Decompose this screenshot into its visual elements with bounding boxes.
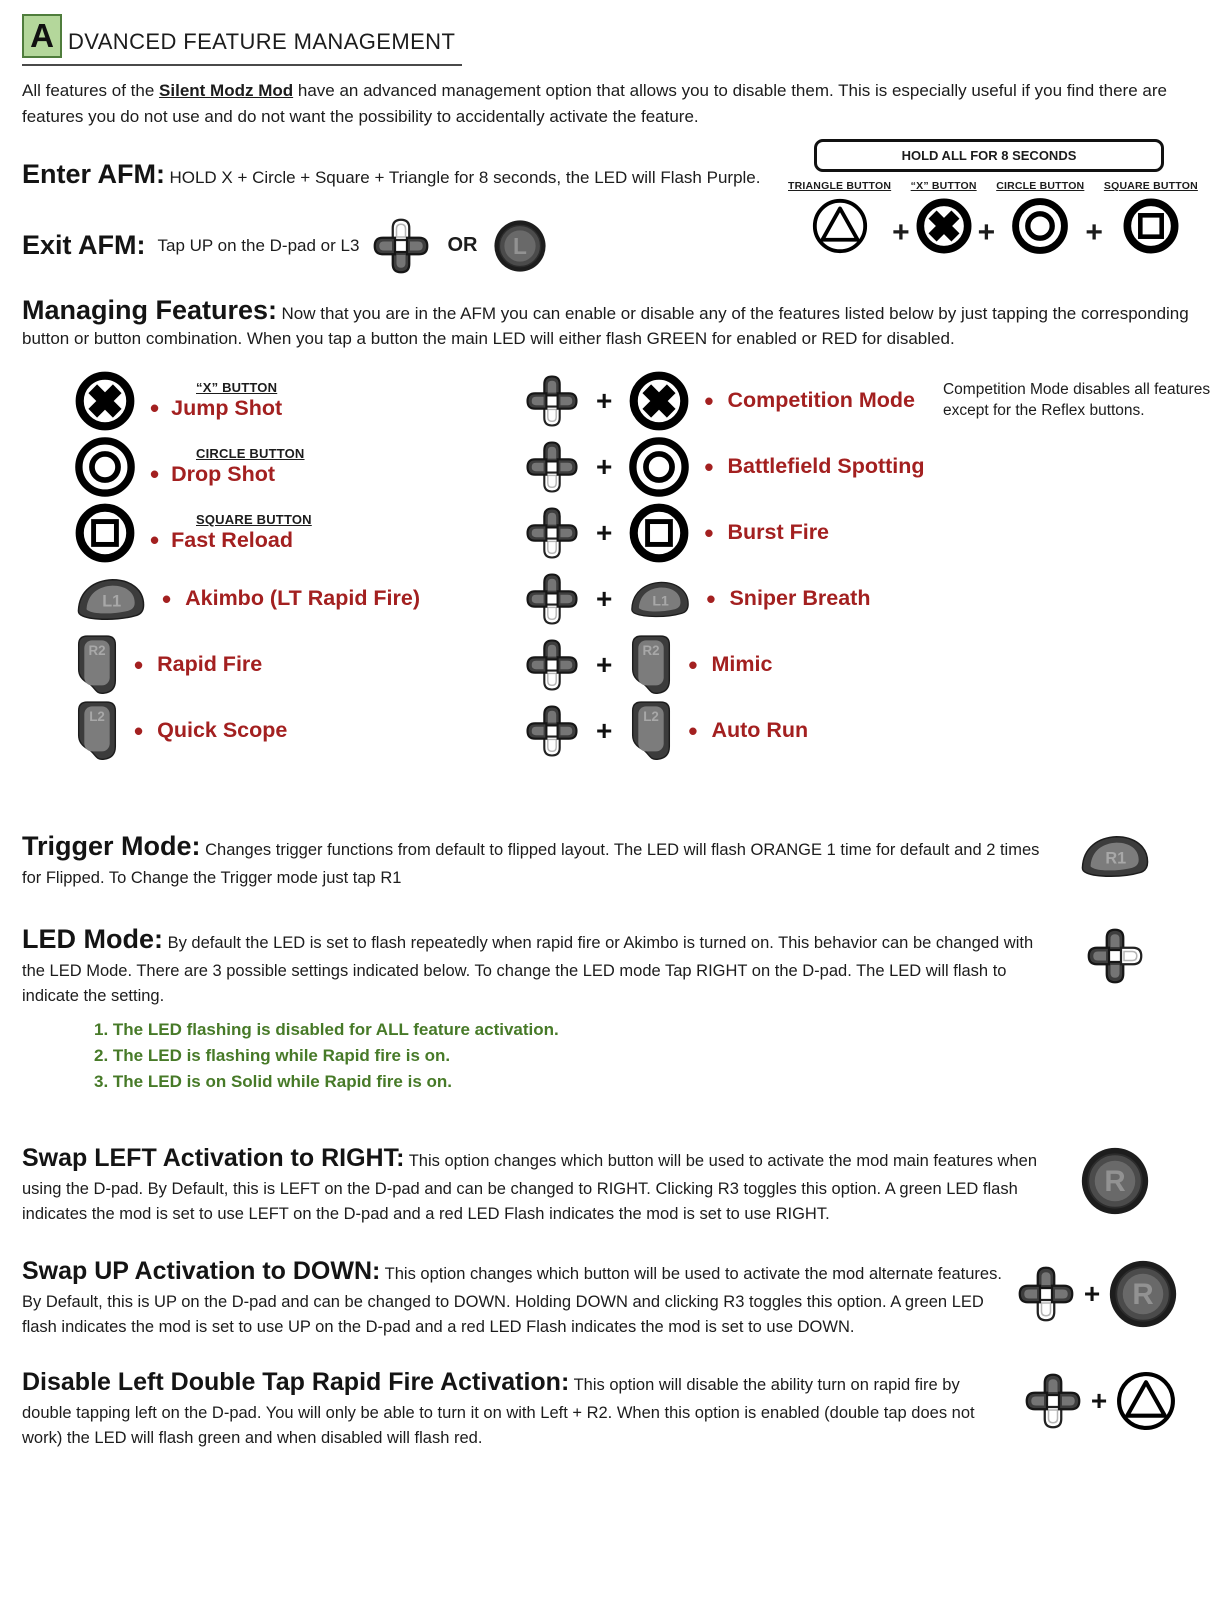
- feature-name: Jump Shot: [171, 395, 283, 420]
- feature-name: Akimbo (LT Rapid Fire): [185, 586, 421, 610]
- enter-afm-line: [22, 159, 788, 191]
- feature-name: Battlefield Spotting: [727, 454, 925, 478]
- l2-trigger-icon: [74, 700, 120, 762]
- afm-section: [22, 139, 1198, 277]
- plus-separator: +: [1085, 216, 1103, 249]
- trigger-mode-text: Changes trigger functions from default to flipped layout. The LED will flash ORANGE 1 time for default and 2 times for Flipped. To Change the Trigger mode just tap R1: [22, 840, 1040, 887]
- led-setting-item: 3. The LED is on Solid while Rapid fire is on.: [94, 1072, 452, 1092]
- hold-combo-panel: [788, 139, 1198, 277]
- triangle-button-icon: [811, 197, 869, 255]
- swap-left-text: This option changes which button will be used to activate the mod main features when using the D-pad. By Default, this is LEFT on the D-pad and can be changed to RIGHT. Clicking R3 toggles this option. A green LED flash indicates the mod is set to use LEFT on the D-pad and a red LED Flash indicates the mod is set to use RIGHT.: [22, 1151, 1037, 1224]
- circle-button-label: CIRCLE BUTTON: [196, 446, 305, 461]
- feature-row-quick-scope: [74, 700, 524, 762]
- x-button-label: “X” BUTTON: [910, 180, 977, 192]
- r3-stick-icon: [1080, 1146, 1150, 1216]
- feature-row-battlefield-spotting: [524, 436, 1216, 498]
- svg-text:R: R: [1104, 1164, 1126, 1198]
- plus-separator: +: [892, 216, 910, 249]
- title-underline: [22, 64, 462, 66]
- square-button-label: SQUARE BUTTON: [1103, 180, 1198, 192]
- r2-trigger-icon: [628, 634, 674, 696]
- feature-bullet: •: [150, 393, 160, 423]
- feature-name: Mimic: [711, 652, 773, 676]
- r1-shoulder-icon: [1078, 832, 1152, 880]
- led-settings-list: [94, 1017, 1040, 1096]
- dpad-down-icon: [1023, 1370, 1083, 1432]
- r2-trigger-icon: [74, 634, 120, 696]
- feature-row-jump-shot: [74, 370, 524, 432]
- svg-text:R2: R2: [642, 642, 660, 658]
- feature-bullet: •: [688, 715, 698, 746]
- brand-name: Silent Modz Mod: [159, 81, 294, 100]
- feature-name: Quick Scope: [157, 718, 288, 742]
- circle-button-icon: [74, 436, 136, 498]
- trigger-mode-section: [22, 826, 1190, 891]
- feature-row-drop-shot: [74, 436, 524, 498]
- feature-name: Sniper Breath: [729, 586, 871, 610]
- l1-shoulder-icon: [74, 575, 148, 623]
- feature-row-akimbo: [74, 575, 524, 623]
- exit-afm-line: [22, 215, 788, 277]
- combo-col-circle: [996, 180, 1084, 255]
- managing-text: Now that you are in the AFM you can enable or disable any of the features listed below by just tapping the corresponding button or button combination. When you tap a button the main LED will either flash GREEN for enabled or RED for disabled.: [22, 303, 1189, 348]
- managing-heading: Managing Features:: [22, 294, 278, 325]
- dpad-up-icon: [371, 215, 431, 277]
- exit-afm-text: Tap UP on the D-pad or L3: [157, 235, 360, 255]
- feature-bullet: •: [706, 583, 716, 614]
- intro-post: have an advanced management option that allows you to disable them. This is especially useful if you find there are features you do not use and do not want the possibility to accidentally activate the feature.: [22, 81, 1167, 126]
- plus-separator: +: [1090, 1384, 1108, 1416]
- combo-col-x: [911, 180, 977, 255]
- feature-name: Fast Reload: [171, 527, 293, 552]
- feature-bullet: •: [704, 385, 714, 416]
- combo-row: [788, 180, 1198, 255]
- x-button-label: “X” BUTTON: [196, 380, 278, 395]
- led-mode-text: By default the LED is set to flash repeatedly when rapid fire or Akimbo is turned on. This behavior can be changed with the LED Mode. There are 3 possible settings indicated below. To change the LED mode Tap RIGHT on the D-pad. The LED will flash to indicate the setting.: [22, 933, 1034, 1005]
- trigger-mode-heading: Trigger Mode:: [22, 830, 201, 861]
- feature-bullet: •: [134, 649, 144, 680]
- svg-text:L1: L1: [102, 591, 122, 610]
- led-setting-item: 1. The LED flashing is disabled for ALL feature activation.: [94, 1019, 559, 1039]
- feature-name: Competition Mode: [727, 388, 915, 412]
- led-mode-section: [22, 919, 1190, 1096]
- svg-text:R2: R2: [88, 642, 106, 658]
- swap-left-section: [22, 1140, 1190, 1227]
- feature-bullet: •: [688, 649, 698, 680]
- plus-separator: +: [596, 648, 613, 680]
- square-button-icon: [74, 502, 136, 564]
- feature-row-rapid-fire: [74, 634, 524, 696]
- dpad-down-icon: [524, 636, 580, 694]
- dpad-right-icon: [1085, 925, 1145, 987]
- feature-row-mimic: [524, 634, 1216, 696]
- disable-double-tap-section: [22, 1364, 1190, 1451]
- feature-name: Drop Shot: [171, 461, 276, 486]
- feature-bullet: •: [704, 517, 714, 548]
- plus-separator: +: [596, 450, 613, 482]
- dpad-down-icon: [524, 504, 580, 562]
- swap-up-heading: Swap UP Activation to DOWN:: [22, 1256, 381, 1285]
- feature-row-fast-reload: [74, 502, 524, 564]
- svg-text:L: L: [513, 232, 528, 259]
- plus-separator: +: [596, 516, 613, 548]
- circle-button-icon: [628, 436, 690, 498]
- dpad-down-icon: [524, 570, 580, 628]
- competition-mode-note: Competition Mode disables all features except for the Reflex buttons.: [942, 381, 1211, 419]
- dpad-down-icon: [1016, 1263, 1076, 1325]
- square-button-label: SQUARE BUTTON: [196, 512, 312, 527]
- led-setting-item: 2. The LED is flashing while Rapid fire is on.: [94, 1046, 451, 1066]
- led-mode-heading: LED Mode:: [22, 923, 163, 954]
- l3-stick-icon: [493, 219, 547, 273]
- enter-afm-text: HOLD X + Circle + Square + Triangle for 8 seconds, the LED will Flash Purple.: [169, 168, 761, 187]
- intro-pre: All features of the: [22, 81, 155, 100]
- feature-row-auto-run: [524, 700, 1216, 762]
- feature-bullet: •: [150, 525, 160, 555]
- feature-bullet: •: [162, 583, 172, 614]
- triangle-button-icon: [1115, 1370, 1177, 1432]
- svg-text:L2: L2: [643, 708, 660, 724]
- triangle-button-label: TRIANGLE BUTTON: [788, 180, 892, 192]
- dpad-down-icon: [524, 372, 580, 430]
- plus-separator: +: [596, 714, 613, 746]
- r3-stick-icon: [1108, 1259, 1178, 1329]
- l1-shoulder-icon: [628, 578, 692, 620]
- hold-banner: HOLD ALL FOR 8 SECONDS: [814, 139, 1164, 172]
- feature-row-burst-fire: [524, 502, 1216, 564]
- feature-row-sniper-breath: [524, 570, 1216, 628]
- svg-text:L2: L2: [89, 708, 105, 724]
- swap-up-section: [22, 1253, 1190, 1340]
- plus-separator: +: [977, 216, 996, 249]
- plus-separator: +: [596, 582, 613, 614]
- exit-afm-heading: Exit AFM:: [22, 230, 146, 260]
- circle-button-icon: [1011, 197, 1069, 255]
- feature-bullet: •: [704, 451, 714, 482]
- swap-up-text: This option changes which button will be used to activate the mod alternate features. By Default, this is UP on the D-pad and can be changed to DOWN. Holding DOWN and clicking R3 toggles this option. A green LED flash indicates the mod is set to use UP on the D-pad and a red LED Flash indicates the mod is set to use DOWN.: [22, 1264, 1002, 1337]
- dpad-down-icon: [524, 438, 580, 496]
- square-button-icon: [1122, 197, 1180, 255]
- feature-name: Burst Fire: [727, 520, 830, 544]
- feature-row-competition-mode: [524, 370, 1216, 432]
- l2-trigger-icon: [628, 700, 674, 762]
- disable-double-tap-text: This option will disable the ability turn on rapid fire by double tapping left on the D-pad. You will only be able to turn it on with Left + R2. When this option is enabled (double tap does not work) the LED will flash green and when disabled will flash red.: [22, 1375, 975, 1448]
- page-header: [22, 14, 1190, 58]
- drop-cap-badge: A: [22, 14, 62, 58]
- plus-separator: +: [1083, 1277, 1101, 1309]
- x-button-icon: [915, 197, 973, 255]
- feature-bullet: •: [150, 459, 160, 489]
- combo-col-triangle: [788, 180, 891, 255]
- svg-text:L1: L1: [652, 591, 670, 608]
- enter-afm-heading: Enter AFM:: [22, 159, 165, 189]
- combo-col-square: [1104, 180, 1198, 255]
- or-label: OR: [447, 234, 478, 256]
- square-button-icon: [628, 502, 690, 564]
- managing-features-section: [22, 295, 1190, 352]
- dpad-down-icon: [524, 702, 580, 760]
- intro-paragraph: [22, 78, 1190, 129]
- feature-bullet: •: [134, 715, 144, 746]
- feature-name: Auto Run: [711, 718, 809, 742]
- circle-button-label: CIRCLE BUTTON: [996, 180, 1085, 192]
- plus-separator: +: [596, 384, 613, 416]
- page-title: DVANCED FEATURE MANAGEMENT: [68, 29, 456, 54]
- feature-name: Rapid Fire: [157, 652, 263, 676]
- svg-text:R: R: [1132, 1277, 1154, 1311]
- x-button-icon: [628, 370, 690, 432]
- swap-left-heading: Swap LEFT Activation to RIGHT:: [22, 1143, 405, 1172]
- x-button-icon: [74, 370, 136, 432]
- svg-text:R1: R1: [1105, 848, 1127, 867]
- disable-double-tap-heading: Disable Left Double Tap Rapid Fire Activation:: [22, 1367, 570, 1396]
- feature-grid: [74, 368, 1211, 764]
